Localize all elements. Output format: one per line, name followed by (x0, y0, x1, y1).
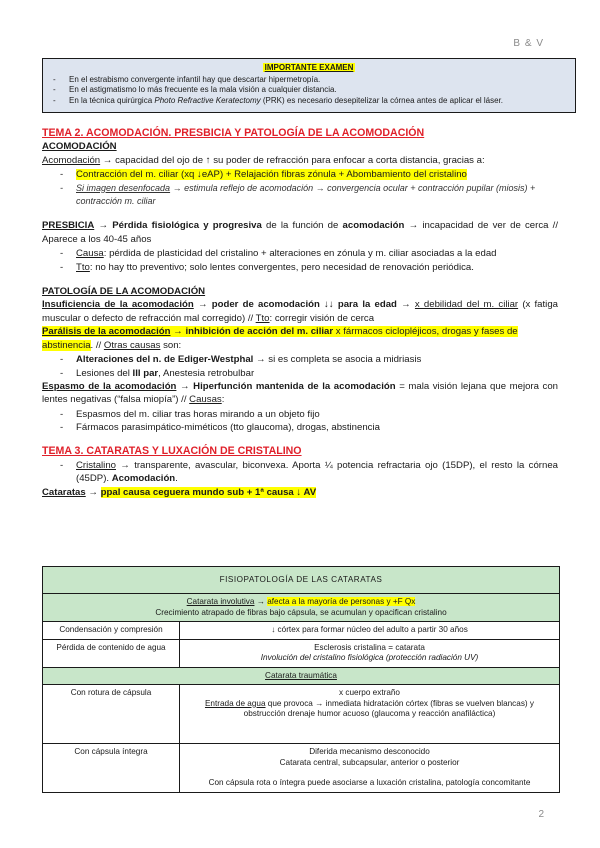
fisiopatologia-table (42, 566, 560, 793)
paralisis-list (42, 353, 558, 380)
list-item: - Si imagen desenfocada → estimula reflejo de acomodación → convergencia ocular + contracción pupilar (miosis) + contracción m. ciliar (42, 182, 558, 209)
list-item: - Contracción del m. ciliar (xq ↓eAP) + Relajación fibras zónula + Abombamiento del cristalino (42, 168, 558, 181)
exam-item: - En el astigmatismo lo más frecuente es la mala visión a cualquier distancia. (49, 85, 569, 96)
row-value: Esclerosis cristalina = catarata Involución del cristalino fisiológica (protección radiación UV) (180, 639, 560, 667)
list-item: - Espasmos del m. ciliar tras horas mirando a un objeto fijo (42, 408, 558, 421)
cataratas-line: Cataratas → ppal causa ceguera mundo sub + 1ª causa ↓ AV (42, 486, 317, 498)
row-value: x cuerpo extraño Entrada de agua que provoca → inmediata hidratación córtex (fibras se vuelven blancas) y obstrucción drenaje humor acuoso (glaucoma y reacción anafiláctica) (180, 685, 560, 744)
cristalino-list (42, 459, 558, 486)
row-label: Pérdida de contenido de agua (43, 639, 180, 667)
table-row (43, 685, 560, 744)
paralisis-paragraph: Parálisis de la acomodación → inhibición de acción del m. ciliar x fármacos ciclopléjicos, drogas y fases de abstinencia. // Otras causas son: (42, 326, 518, 351)
exam-box-list (49, 75, 569, 107)
list-item: - Lesiones del III par, Anestesia retrobulbar (42, 367, 558, 380)
list-item: - Causa: pérdida de plasticidad del cristalino + alteraciones en zónula y m. ciliar asociadas a la edad (42, 247, 558, 260)
presbicia-list (42, 247, 558, 274)
header-initials: B & V (513, 38, 544, 49)
exam-item: - En el estrabismo convergente infantil hay que descartar hipermetropía. (49, 75, 569, 86)
traumatica-header: Catarata traumática (43, 667, 560, 685)
espasmo-list (42, 408, 558, 435)
list-item: - Cristalino → transparente, avascular, biconvexa. Aporta ¼ potencia refractaria ojo (15DP), el resto la córnea (45DP). Acomodación. (42, 459, 558, 486)
row-label: Con rotura de cápsula (43, 685, 180, 744)
exam-item: - En la técnica quirúrgica Photo Refractive Keratectomy (PRK) es necesario desepitelizar la córnea antes de aplicar el láser. (49, 96, 569, 107)
acomodacion-definition: Acomodación → capacidad del ojo de ↑ su poder de refracción para enfocar a corta distancia, gracias a: (42, 154, 485, 166)
table-row (43, 622, 560, 640)
table-caption: FISIOPATOLOGÍA DE LAS CATARATAS (43, 567, 560, 594)
acomodacion-list (42, 168, 558, 208)
insuficiencia-paragraph: Insuficiencia de la acomodación → poder de acomodación ↓↓ para la edad → x debilidad del m. ciliar (x fatiga muscular o defecto de refracción mal corregido) // Tto: corregir visión de cerca (42, 299, 558, 324)
tema3-title: TEMA 3. CATARATAS Y LUXACIÓN DE CRISTALINO (42, 444, 302, 457)
page-number: 2 (538, 809, 544, 820)
espasmo-paragraph: Espasmo de la acomodación → Hiperfunción mantenida de la acomodación = mala visión lejana que mejora con lentes negativas (“falsa miopía”) // Causas: (42, 380, 558, 406)
tema2-title: TEMA 2. ACOMODACIÓN. PRESBICIA Y PATOLOGÍA DE LA ACOMODACIÓN (42, 127, 425, 139)
list-item: - Tto: no hay tto preventivo; solo lentes convergentes, pero necesidad de renovación periódica. (42, 261, 558, 274)
acomodacion-heading: ACOMODACIÓN (42, 141, 117, 153)
row-label: Con cápsula íntegra (43, 744, 180, 793)
row-value: Diferida mecanismo desconocido Catarata central, subcapsular, anterior o posterior Con cápsula rota o íntegra puede asociarse a luxación cristalina, patología concomitante (180, 744, 560, 793)
row-label: Condensación y compresión (43, 622, 180, 640)
list-item: - Alteraciones del n. de Ediger-Westphal → si es completa se asocia a midriasis (42, 353, 558, 366)
involutiva-header: Catarata involutiva → afecta a la mayoría de personas y +F Qx Crecimiento atrapado de fibras bajo cápsula, se acumulan y opacifican cristalino (43, 594, 560, 622)
important-exam-box (42, 58, 576, 113)
exam-box-title: IMPORTANTE EXAMEN (264, 63, 354, 72)
table-row (43, 744, 560, 793)
table-row (43, 639, 560, 667)
presbicia-paragraph: PRESBICIA → Pérdida fisiológica y progresiva de la función de acomodación → incapacidad de ver de cerca // Aparece a los 40-45 años (42, 220, 558, 245)
row-value: ↓ córtex para formar núcleo del adulto a partir 30 años (180, 622, 560, 640)
patologia-heading: PATOLOGÍA DE LA ACOMODACIÓN (42, 286, 206, 298)
list-item: - Fármacos parasimpático-miméticos (tto glaucoma), drogas, abstinencia (42, 421, 558, 434)
main-content (42, 127, 558, 499)
